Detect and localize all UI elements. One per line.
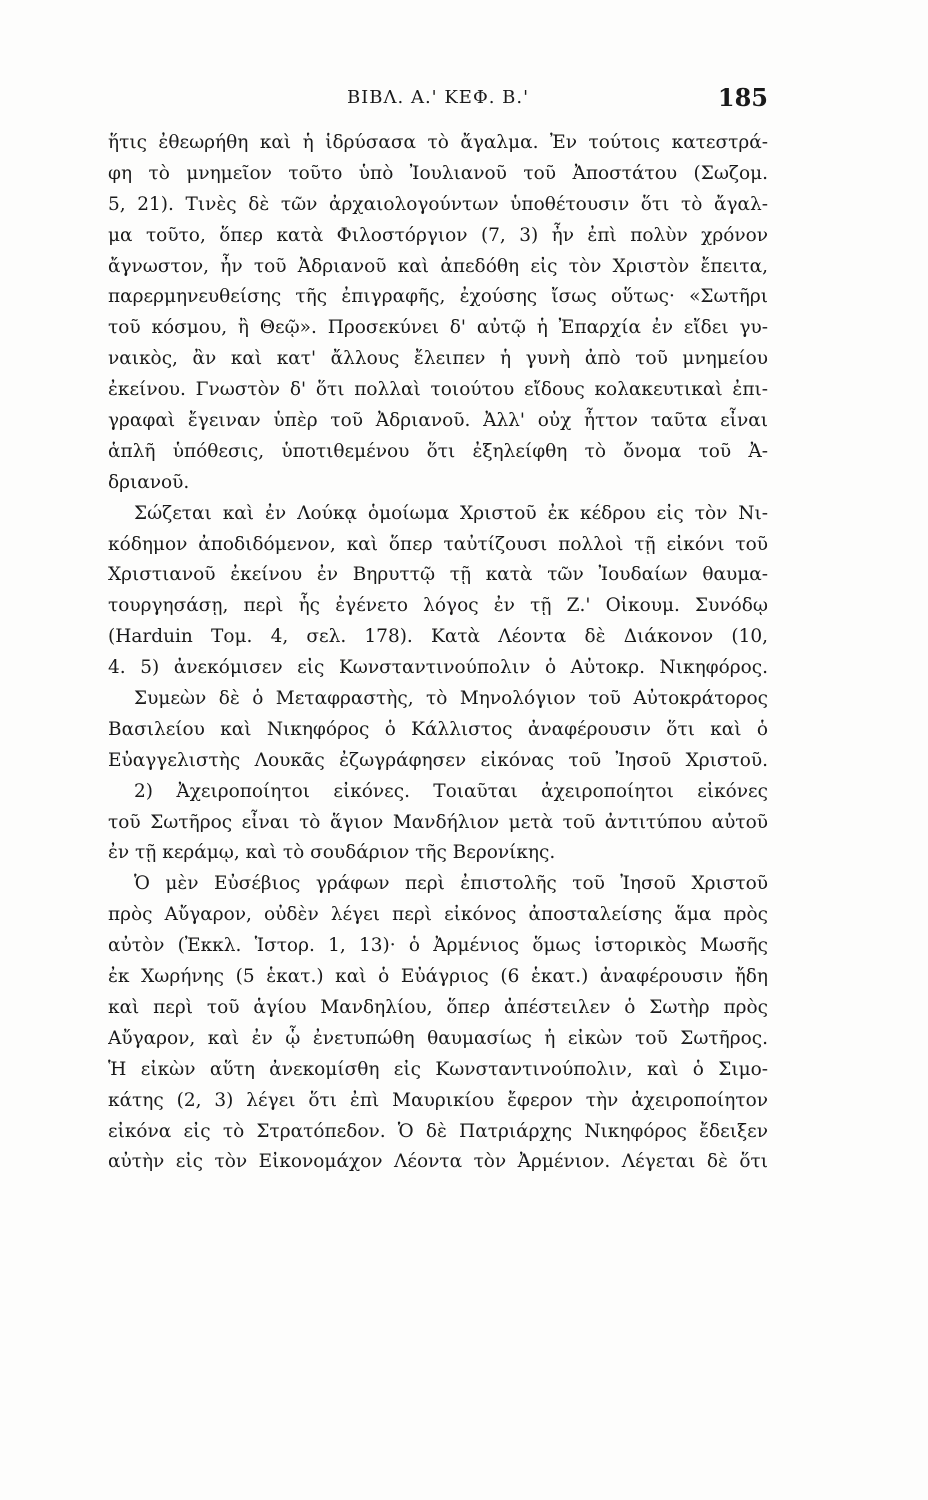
text-line: καὶ περὶ τοῦ ἁγίου Μανδηλίου, ὅπερ ἀπέστειλεν ὁ Σωτὴρ πρὸς [108, 996, 768, 1018]
text-line: παρερμηνευθείσης τῆς ἐπιγραφῆς, ἐχούσης ἴσως οὕτως· «Σωτῆρι [108, 286, 768, 308]
text-line: κόδημον ἀποδιδόμενον, καὶ ὅπερ ταὐτίζουσι πολλοὶ τῇ εἰκόνι τοῦ [108, 533, 768, 555]
page-number: 185 [717, 83, 768, 112]
text-line: τουργησάσῃ, περὶ ἧς ἐγένετο λόγος ἐν τῇ Ζ.' Οἰκουμ. Συνόδῳ [108, 595, 768, 617]
text-line: αὐτὸν (Ἐκκλ. Ἱστορ. 1, 13)· ὁ Ἀρμένιος ὅμως ἱστορικὸς Μωσῆς [108, 935, 768, 957]
text-line: Συμεὼν δὲ ὁ Μεταφραστὴς, τὸ Μηνολόγιον τοῦ Αὐτοκράτορος [134, 688, 768, 710]
text-line: Ὁ μὲν Εὐσέβιος γράφων περὶ ἐπιστολῆς τοῦ Ἰησοῦ Χριστοῦ [134, 873, 768, 895]
text-line: (Harduin Τομ. 4, σελ. 178). Κατὰ Λέοντα δὲ Διάκονον (10, [108, 626, 768, 648]
text-line: 5, 21). Τινὲς δὲ τῶν ἀρχαιολογούντων ὑποθέτουσιν ὅτι τὸ ἄγαλ- [108, 193, 768, 215]
page-body [108, 128, 768, 1178]
text-line: Ἡ εἰκὼν αὕτη ἀνεκομίσθη εἰς Κωνσταντινούπολιν, καὶ ὁ Σιμο- [108, 1058, 768, 1080]
text-line: δριανοῦ. [108, 471, 190, 493]
text-line: μα τοῦτο, ὅπερ κατὰ Φιλοστόργιον (7, 3) ἦν ἐπὶ πολὺν χρόνον [108, 224, 768, 246]
text-line: φη τὸ μνημεῖον τοῦτο ὑπὸ Ἰουλιανοῦ τοῦ Ἀποστάτου (Σωζομ. [108, 162, 768, 184]
text-line: ἥτις ἐθεωρήθη καὶ ἡ ἱδρύσασα τὸ ἄγαλμα. Ἐν τούτοις κατεστρά- [108, 132, 768, 153]
text-line: αὐτὴν εἰς τὸν Εἰκονομάχον Λέοντα τὸν Ἀρμένιον. Λέγεται δὲ ὅτι [108, 1151, 768, 1173]
text-line: ναικὸς, ἂν καὶ κατ' ἄλλους ἔλειπεν ἡ γυνὴ ἀπὸ τοῦ μνημείου [108, 348, 768, 370]
text-line: γραφαὶ ἔγειναν ὑπὲρ τοῦ Ἀδριανοῦ. Ἀλλ' οὐχ ἧττον ταῦτα εἶναι [108, 410, 768, 432]
text-line: 2) Ἀχειροποίητοι εἰκόνες. Τοιαῦται ἀχειροποίητοι εἰκόνες [134, 780, 768, 802]
text-line: ἁπλῆ ὑπόθεσις, ὑποτιθεμένου ὅτι ἐξηλείφθη τὸ ὄνομα τοῦ Ἀ- [108, 440, 768, 462]
text-line: κάτης (2, 3) λέγει ὅτι ἐπὶ Μαυρικίου ἔφερον τὴν ἀχειροποίητον [108, 1089, 768, 1111]
text-line: ἄγνωστον, ἦν τοῦ Ἀδριανοῦ καὶ ἀπεδόθη εἰς τὸν Χριστὸν ἔπειτα, [108, 255, 768, 277]
text-line: 4. 5) ἀνεκόμισεν εἰς Κωνσταντινούπολιν ὁ Αὐτοκρ. Νικηφόρος. [108, 657, 768, 679]
text-line: ἐκείνου. Γνωστὸν δ' ὅτι πολλαὶ τοιούτου εἴδους κολακευτικαὶ ἐπι- [108, 379, 768, 401]
text-line: Χριστιανοῦ ἐκείνου ἐν Βηρυττῷ τῇ κατὰ τῶν Ἰουδαίων θαυμα- [108, 564, 768, 586]
running-head: ΒΙΒΛ. Α.' ΚΕΦ. Β.' [346, 87, 530, 108]
text-line: Βασιλείου καὶ Νικηφόρος ὁ Κάλλιστος ἀναφέρουσιν ὅτι καὶ ὁ [108, 718, 768, 740]
text-line: ἐν τῇ κεράμῳ, καὶ τὸ σουδάριον τῆς Βερονίκης. [108, 842, 556, 864]
text-line: Εὐαγγελιστὴς Λουκᾶς ἐζωγράφησεν εἰκόνας τοῦ Ἰησοῦ Χριστοῦ. [108, 749, 768, 771]
text-line: Αὔγαρον, καὶ ἐν ᾧ ἐνετυπώθη θαυμασίως ἡ εἰκὼν τοῦ Σωτῆρος. [108, 1027, 768, 1049]
page-header [108, 78, 768, 118]
text-line: τοῦ κόσμου, ἢ Θεῷ». Προσεκύνει δ' αὐτῷ ἡ Ἐπαρχία ἐν εἴδει γυ- [108, 317, 768, 339]
text-line: πρὸς Αὔγαρον, οὐδὲν λέγει περὶ εἰκόνος ἀποσταλείσης ἅμα πρὸς [108, 904, 768, 926]
text-line: τοῦ Σωτῆρος εἶναι τὸ ἅγιον Μανδήλιον μετὰ τοῦ ἀντιτύπου αὐτοῦ [108, 811, 768, 833]
text-line: εἰκόνα εἰς τὸ Στρατόπεδον. Ὁ δὲ Πατριάρχης Νικηφόρος ἔδειξεν [108, 1120, 768, 1142]
text-line: ἐκ Χωρήνης (5 ἑκατ.) καὶ ὁ Εὐάγριος (6 ἑκατ.) ἀναφέρουσιν ἤδη [108, 966, 768, 988]
text-line: Σώζεται καὶ ἐν Λούκᾳ ὁμοίωμα Χριστοῦ ἐκ κέδρου εἰς τὸν Νι- [134, 502, 768, 524]
